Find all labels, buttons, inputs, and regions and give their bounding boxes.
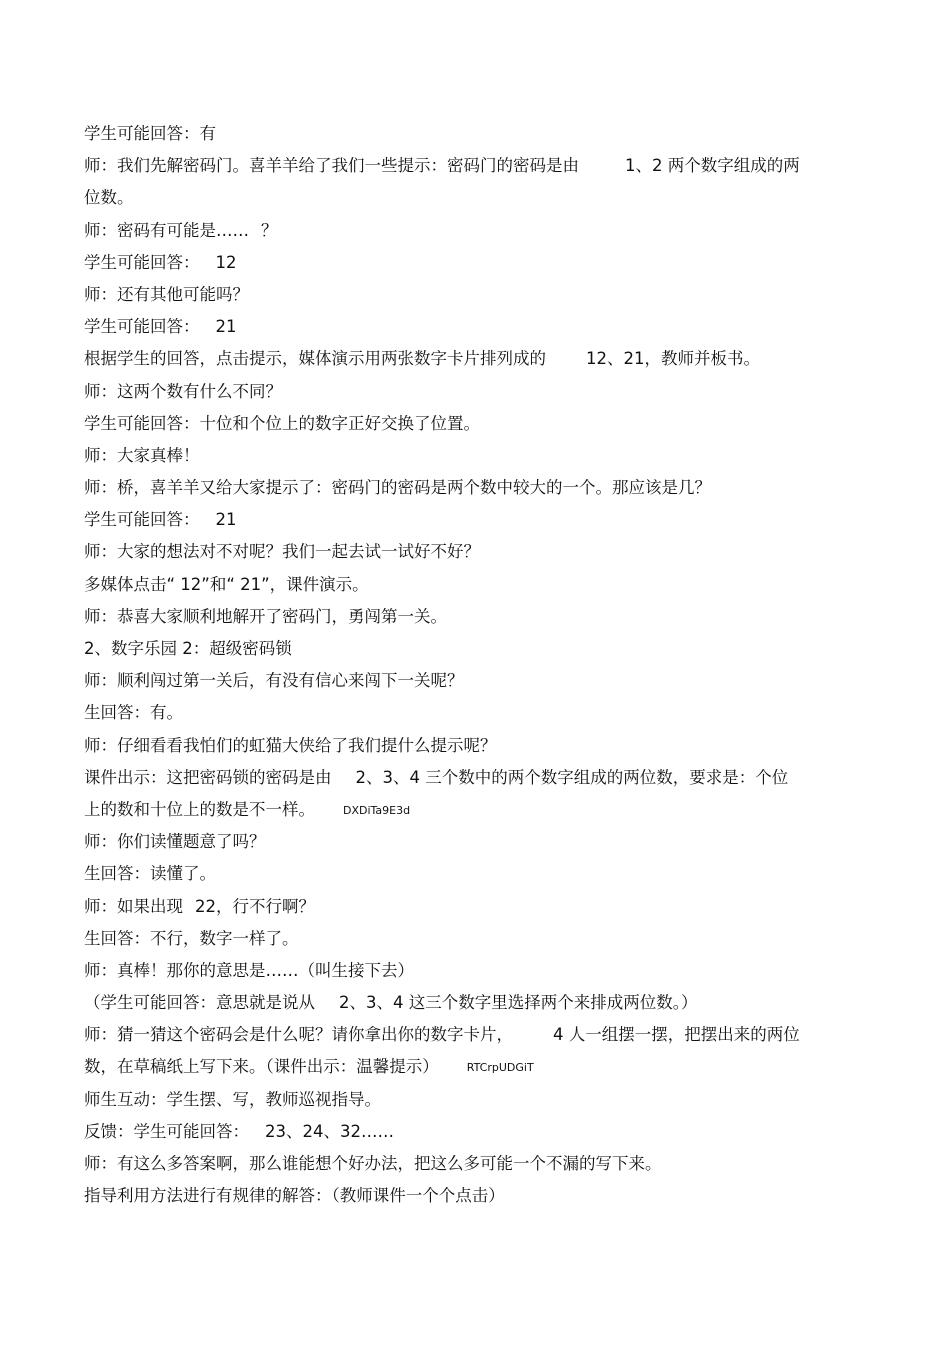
text-line	[84, 1051, 864, 1083]
text-segment: 多媒体点击“ 12”和“ 21”，课件演示。	[84, 574, 369, 594]
text-segment: 上的数和十位上的数是不一样。	[84, 799, 315, 819]
text-segment: 师：我们先解密码门。喜羊羊给了我们一些提示：密码门的密码是由	[84, 156, 579, 176]
text-segment: 位数。	[84, 188, 134, 208]
text-line	[84, 1180, 864, 1212]
text-line	[84, 955, 864, 987]
text-line	[84, 279, 864, 311]
text-segment: 2、数字乐园 2：超级密码锁	[84, 639, 292, 658]
text-line	[84, 730, 864, 762]
text-line	[84, 891, 864, 923]
text-line	[84, 536, 864, 568]
text-segment: 学生可能回答：有	[84, 124, 216, 143]
text-segment: 师：仔细看看我怕们的虹猫大侠给了我们提什么提示呢？	[84, 735, 497, 755]
text-segment: 师：顺利闯过第一关后，有没有信心来闯下一关呢？	[84, 671, 464, 691]
text-line	[84, 311, 864, 343]
text-line	[84, 762, 864, 794]
text-segment: 师：大家真棒！	[84, 445, 200, 465]
text-segment: 学生可能回答：	[84, 510, 200, 530]
text-segment: 指导利用方法进行有规律的解答：（教师课件一个个点击）	[84, 1186, 505, 1206]
text-segment: 课件出示：这把密码锁的密码是由	[84, 767, 332, 787]
text-segment: 学生可能回答：	[84, 252, 200, 272]
text-line	[84, 1019, 864, 1051]
text-line	[84, 1084, 864, 1116]
text-line	[84, 182, 864, 214]
text-segment: 生回答：读懂了。	[84, 864, 216, 884]
text-segment: 21	[215, 510, 237, 530]
text-line	[84, 1148, 864, 1180]
text-segment: 师：真棒！那你的意思是……（叫生接下去）	[84, 960, 414, 980]
text-segment: 22，行不行啊？	[195, 896, 315, 916]
text-segment: 师：大家的想法对不对呢？我们一起去试一试好不好？	[84, 542, 480, 562]
text-line	[84, 826, 864, 858]
text-line	[84, 472, 864, 504]
text-line	[84, 923, 864, 955]
text-segment: 反馈：学生可能回答：	[84, 1121, 249, 1141]
text-line	[84, 408, 864, 440]
text-segment: 师：还有其他可能吗？	[84, 284, 249, 304]
text-line	[84, 858, 864, 890]
text-segment: 21	[215, 317, 237, 337]
text-line	[84, 150, 864, 182]
document-body	[84, 118, 864, 1212]
text-line	[84, 1116, 864, 1148]
text-segment: 生回答：不行，数字一样了。	[84, 928, 299, 948]
text-segment: 师：恭喜大家顺利地解开了密码门，勇闯第一关。	[84, 606, 447, 626]
text-segment: 2、3、4 这三个数字里选择两个来排成两位数。）	[339, 993, 698, 1013]
text-segment: 学生可能回答：	[84, 317, 200, 337]
text-line	[84, 665, 864, 697]
text-segment: 12	[215, 252, 237, 272]
text-segment: 师：有这么多答案啊，那么谁能想个好办法，把这么多可能一个不漏的写下来。	[84, 1154, 662, 1173]
watermark-code: RTCrpUDGiT	[466, 1061, 534, 1075]
text-segment: 23、24、32……	[265, 1121, 394, 1141]
text-line	[84, 215, 864, 247]
text-segment: 师：桥，喜羊羊又给大家提示了：密码门的密码是两个数中较大的一个。那应该是几？	[84, 478, 711, 498]
text-line	[84, 118, 864, 150]
text-segment: 1、2 两个数字组成的两	[625, 156, 800, 176]
text-segment: 数，在草稿纸上写下来。（课件出示：温馨提示）	[84, 1057, 439, 1077]
text-segment: 师：密码有可能是……	[84, 220, 249, 240]
text-segment: 4 人一组摆一摆，把摆出来的两位	[553, 1025, 800, 1045]
text-line	[84, 247, 864, 279]
text-segment: ？	[261, 220, 278, 240]
text-segment: 师：如果出现	[84, 896, 183, 916]
text-line	[84, 987, 864, 1019]
text-segment: 2、3、4 三个数中的两个数字组成的两位数，要求是：个位	[355, 767, 789, 787]
text-segment: （学生可能回答：意思就是说从	[84, 993, 315, 1013]
text-segment: 学生可能回答：十位和个位上的数字正好交换了位置。	[84, 413, 480, 433]
text-segment: 师生互动：学生摆、写，教师巡视指导。	[84, 1089, 381, 1109]
text-segment: 师：你们读懂题意了吗？	[84, 832, 266, 852]
text-segment: 生回答：有。	[84, 703, 183, 723]
text-line	[84, 633, 864, 665]
text-segment: 师：猜一猜这个密码会是什么呢？请你拿出你的数字卡片，	[84, 1025, 513, 1045]
text-line	[84, 440, 864, 472]
text-line	[84, 794, 864, 826]
text-line	[84, 376, 864, 408]
watermark-code: DXDiTa9E3d	[343, 803, 411, 817]
text-segment: 12、21，教师并板书。	[586, 349, 760, 369]
text-line	[84, 343, 864, 375]
text-line	[84, 601, 864, 633]
text-segment: 师：这两个数有什么不同？	[84, 381, 282, 401]
text-line	[84, 569, 864, 601]
text-line	[84, 504, 864, 536]
text-line	[84, 697, 864, 729]
text-segment: 根据学生的回答，点击提示，媒体演示用两张数字卡片排列成的	[84, 349, 546, 369]
